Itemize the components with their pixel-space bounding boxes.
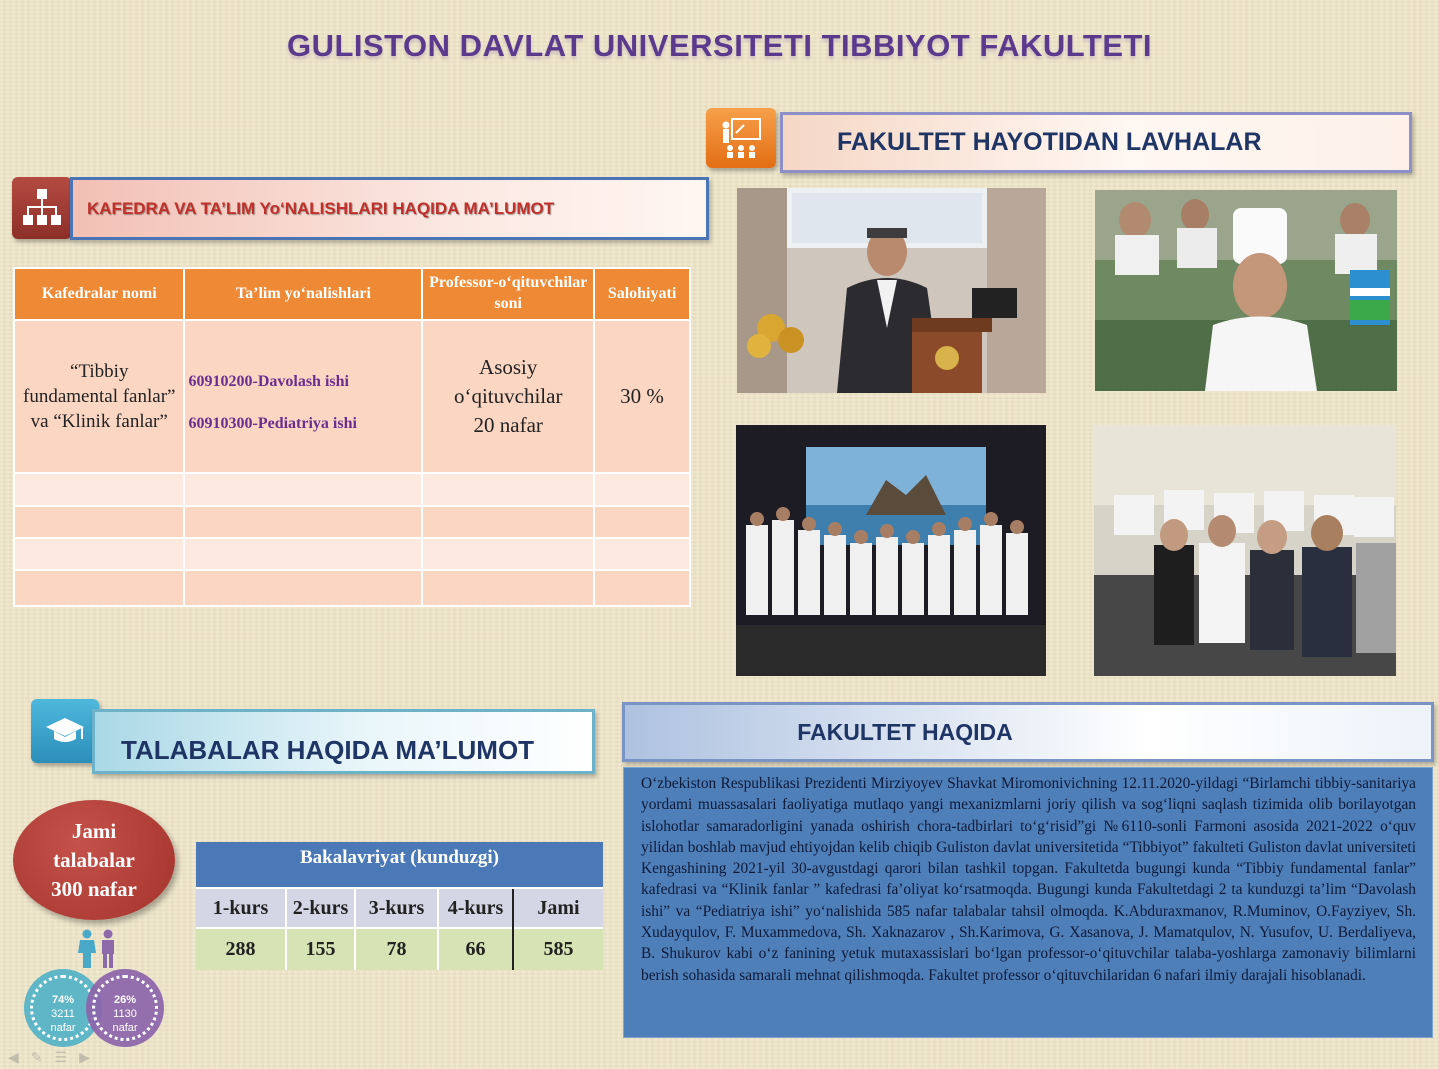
photo-group-stage: [736, 425, 1046, 676]
col-header-teachers: Professor-o‘qituvchilar soni: [422, 268, 594, 320]
kafedra-table: [13, 267, 691, 607]
kafedra-potential-cell: [594, 320, 690, 473]
male-count: 1130: [113, 1008, 137, 1020]
about-heading: FAKULTET HAQIDA: [797, 719, 1013, 745]
table-row: [14, 320, 690, 473]
gallery-heading-box: [780, 112, 1412, 173]
students-heading: TALABALAR HAQIDA MA’LUMOT: [121, 735, 535, 765]
kafedra-header-row: [14, 268, 690, 320]
course-4-header: 4-kurs: [438, 888, 513, 928]
table-row: [14, 570, 690, 606]
photo-student: [1095, 190, 1397, 391]
about-text: O‘zbekiston Respublikasi Prezidenti Mirziyoyev Shavkat Miromonivichning 12.11.2020-yildagi “Birlamchi tibbiy-sanitariya yordami muassasalari faoliyatiga mutlaqo yangi mexanizmlarni joriy qilish va sog‘liqni saqlash tizimida olib borilayotgan islohotlar samaradorligini yanada oshirish chora-tadbirlari to‘g‘risid”gi №6110-sonli Farmoni asosida 2021-2022 o‘quv yilidan boshlab mavjud ehtiyojdan kelib chiqib Guliston davlat universitetida “Tibbiyot” fakulteti Guliston davlat universiteti Kengashining 2021-yil 30-avgustdagi qarori bilan tashkil topgan. Fakultetda bugungi kunda “Tibbiy fundamental fanlar” kafedrasi va “Klinik fanlar ” kafedrasi fa’oliyat ko‘rsatmoqda. Bugungi kunda Fakultetdagi 2 ta kunduzgi ta’lim “Davolash ishi” va “Pediatriya ishi” yo‘nalishida 585 nafar talabalar tahsil olmoqda. K.Abduraxmanov, R.Muminov, O.Fayziyev, Sh. Xudayqulov, F. Muxammedova, Sh. Xaknazarov , Sh.Karimova, G. Xasanova, J. Mamatqulov, N. Yusufov, U. Berdaliyeva, B. Shukurov kabi o‘z fanining yetuk mutaxassislari bo‘lgan professor-o‘qituvchilar talaba-yoshlarga zamonaviy bilimlarni berish sohasida samarali mehnat qilishmoqda. Fakultet professor o‘qituvchilaridan 6 nafari ilmiy darajali hisoblanadi.: [623, 767, 1433, 1038]
total-line-2: talabalar: [53, 848, 135, 872]
page-title: GULISTON DAVLAT UNIVERSITETI TIBBIYOT FAKULTETI: [286, 28, 1153, 63]
student-table-value-row: [196, 928, 603, 970]
kafedra-heading: KAFEDRA VA TA’LIM Yo‘NALISHLARI HAQIDA MA’LUMOT: [87, 198, 555, 218]
table-row: [14, 473, 690, 506]
col-header-name: Kafedralar nomi: [14, 268, 184, 320]
course-3-value: 78: [355, 928, 438, 970]
kafedra-heading-box: [70, 177, 709, 240]
male-female-icon: [77, 929, 119, 969]
course-3-header: 3-kurs: [355, 888, 438, 928]
total-line-1: Jami: [71, 819, 117, 843]
col-header-potential: Salohiyati: [594, 268, 690, 320]
male-pct: 26%: [113, 994, 137, 1006]
nav-pen-icon[interactable]: ✎: [30, 1051, 43, 1066]
gallery-heading: FAKULTET HAYOTIDAN LAVHALAR: [837, 128, 1262, 156]
students-icon-tile: [31, 699, 99, 763]
teacher-presentation-icon: [718, 116, 764, 160]
col-header-direction: Ta’lim yo‘nalishlari: [184, 268, 422, 320]
kafedra-teachers-cell: [422, 320, 594, 473]
photo-audience: [1094, 425, 1396, 676]
table-row: [14, 506, 690, 538]
total-students-badge: [13, 800, 175, 920]
nav-forward-icon[interactable]: ▶: [79, 1051, 90, 1066]
student-table-title: Bakalavriyat (kunduzgi): [196, 842, 603, 888]
photo-speaker: [737, 188, 1046, 393]
student-table-title-row: [196, 842, 603, 888]
teachers-value: Asosiy o‘qituvchilar 20 nafar: [453, 355, 563, 437]
direction-2: 60910300-Pediatriya ishi: [188, 414, 357, 432]
direction-1: 60910200-Davolash ishi: [188, 372, 349, 390]
org-chart-icon: [22, 187, 62, 229]
total-header: Jami: [537, 896, 580, 919]
slide-nav-controls[interactable]: [8, 1050, 128, 1068]
potential-value: 30 %: [620, 384, 664, 408]
kafedra-direction-cell: [184, 320, 422, 473]
student-table-header-row: [196, 888, 603, 928]
female-pct: 74%: [51, 994, 75, 1006]
total-line-3: 300 nafar: [51, 877, 137, 901]
students-heading-box: [92, 709, 595, 774]
female-count: 3211: [51, 1008, 75, 1020]
female-unit: nafar: [50, 1022, 76, 1034]
total-value: 585: [513, 928, 603, 970]
course-4-value: 66: [438, 928, 513, 970]
table-row: [14, 538, 690, 570]
nav-back-icon[interactable]: ◀: [8, 1051, 19, 1066]
about-heading-box: [622, 702, 1434, 762]
kafedra-name-cell: “Tibbiy fundamental fanlar” va “Klinik fanlar”: [14, 320, 184, 473]
nav-menu-icon[interactable]: ☰: [54, 1051, 68, 1066]
course-1-header: 1-kurs: [196, 888, 286, 928]
gallery-icon-tile: [706, 108, 776, 168]
course-1-value: 288: [196, 928, 286, 970]
course-2-value: 155: [286, 928, 355, 970]
male-unit: nafar: [112, 1022, 138, 1034]
student-stats-table: [196, 842, 603, 970]
course-2-header: 2-kurs: [286, 888, 355, 928]
kafedra-icon-tile: [12, 177, 72, 239]
male-stat-circle: [86, 969, 164, 1047]
graduation-cap-icon: [45, 716, 85, 746]
